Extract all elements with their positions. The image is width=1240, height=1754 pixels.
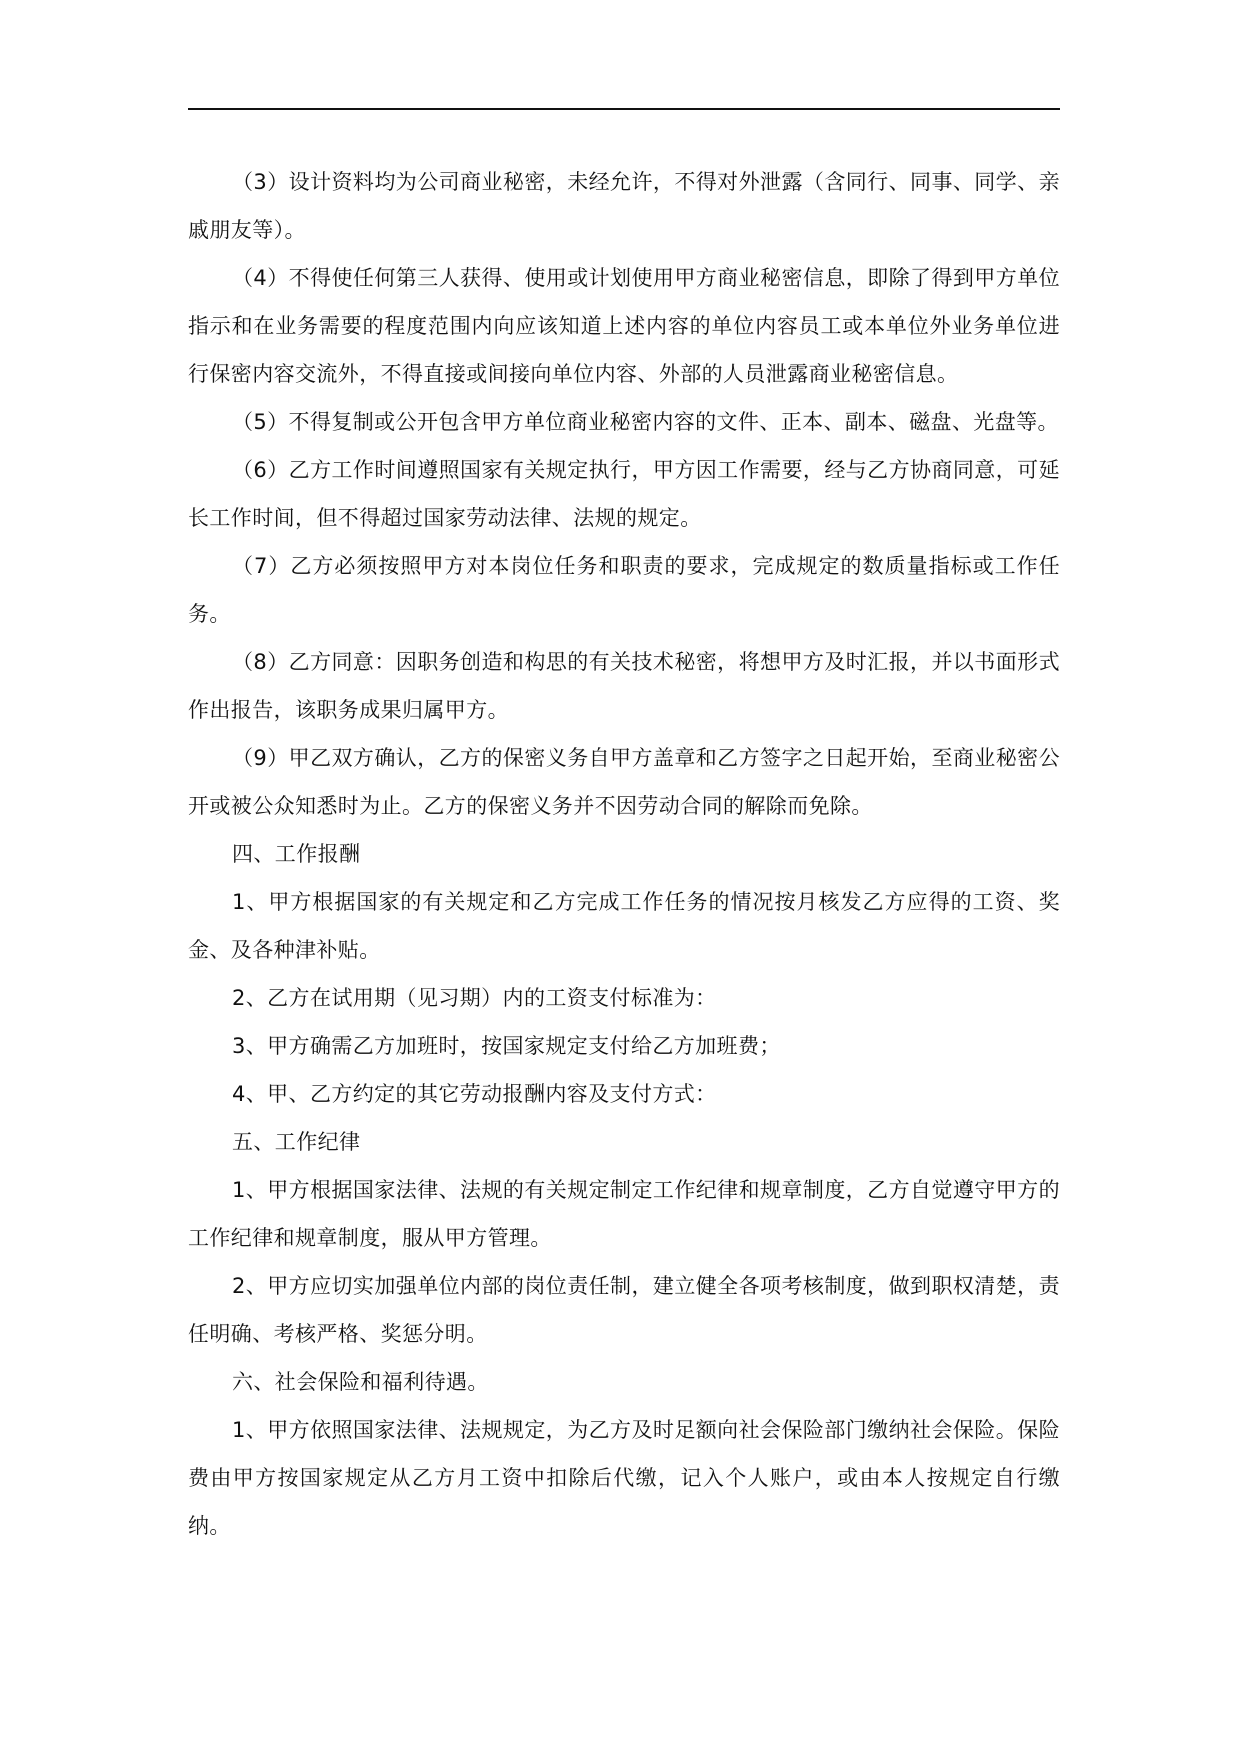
clause-9-confidentiality-term: （9）甲乙双方确认，乙方的保密义务自甲方盖章和乙方签字之日起开始，至商业秘密公开或被公众知悉时为止。乙方的保密义务并不因劳动合同的解除而免除。	[188, 746, 1060, 818]
clause-3-confidential-design: （3）设计资料均为公司商业秘密，未经允许，不得对外泄露（含同行、同事、同学、亲戚朋友等）。	[188, 170, 1060, 242]
header-rule	[188, 108, 1060, 110]
section-heading-remuneration: 四、工作报酬	[232, 842, 361, 866]
clause-4-third-party-disclosure: （4）不得使任何第三人获得、使用或计划使用甲方商业秘密信息，即除了得到甲方单位指示和在业务需要的程度范围内向应该知道上述内容的单位内容员工或本单位外业务单位进行保密内容交流外，不得直接或间接向单位内容、外部的人员泄露商业秘密信息。	[188, 266, 1060, 386]
remuneration-item-1: 1、甲方根据国家的有关规定和乙方完成工作任务的情况按月核发乙方应得的工资、奖金、及各种津补贴。	[188, 890, 1060, 962]
clause-6-working-hours: （6）乙方工作时间遵照国家有关规定执行，甲方因工作需要，经与乙方协商同意，可延长工作时间，但不得超过国家劳动法律、法规的规定。	[188, 458, 1060, 530]
clause-7-job-duties: （7）乙方必须按照甲方对本岗位任务和职责的要求，完成规定的数质量指标或工作任务。	[188, 554, 1060, 626]
section-heading-social-insurance: 六、社会保险和福利待遇。	[232, 1370, 489, 1394]
remuneration-item-4: 4、甲、乙方约定的其它劳动报酬内容及支付方式：	[232, 1082, 717, 1106]
discipline-item-2: 2、甲方应切实加强单位内部的岗位责任制，建立健全各项考核制度，做到职权清楚，责任明确、考核严格、奖惩分明。	[188, 1274, 1060, 1346]
clause-8-technical-secrets: （8）乙方同意：因职务创造和构思的有关技术秘密，将想甲方及时汇报，并以书面形式作出报告，该职务成果归属甲方。	[188, 650, 1060, 722]
discipline-item-1: 1、甲方根据国家法律、法规的有关规定制定工作纪律和规章制度，乙方自觉遵守甲方的工作纪律和规章制度，服从甲方管理。	[188, 1178, 1060, 1250]
document-body	[188, 158, 1060, 1550]
remuneration-item-3: 3、甲方确需乙方加班时，按国家规定支付给乙方加班费；	[232, 1034, 781, 1058]
social-insurance-item-1: 1、甲方依照国家法律、法规规定，为乙方及时足额向社会保险部门缴纳社会保险。保险费由甲方按国家规定从乙方月工资中扣除后代缴，记入个人账户，或由本人按规定自行缴纳。	[188, 1418, 1060, 1538]
clause-5-no-copying: （5）不得复制或公开包含甲方单位商业秘密内容的文件、正本、副本、磁盘、光盘等。	[232, 410, 1059, 434]
remuneration-item-2: 2、乙方在试用期（见习期）内的工资支付标准为：	[232, 986, 717, 1010]
section-heading-discipline: 五、工作纪律	[232, 1130, 361, 1154]
